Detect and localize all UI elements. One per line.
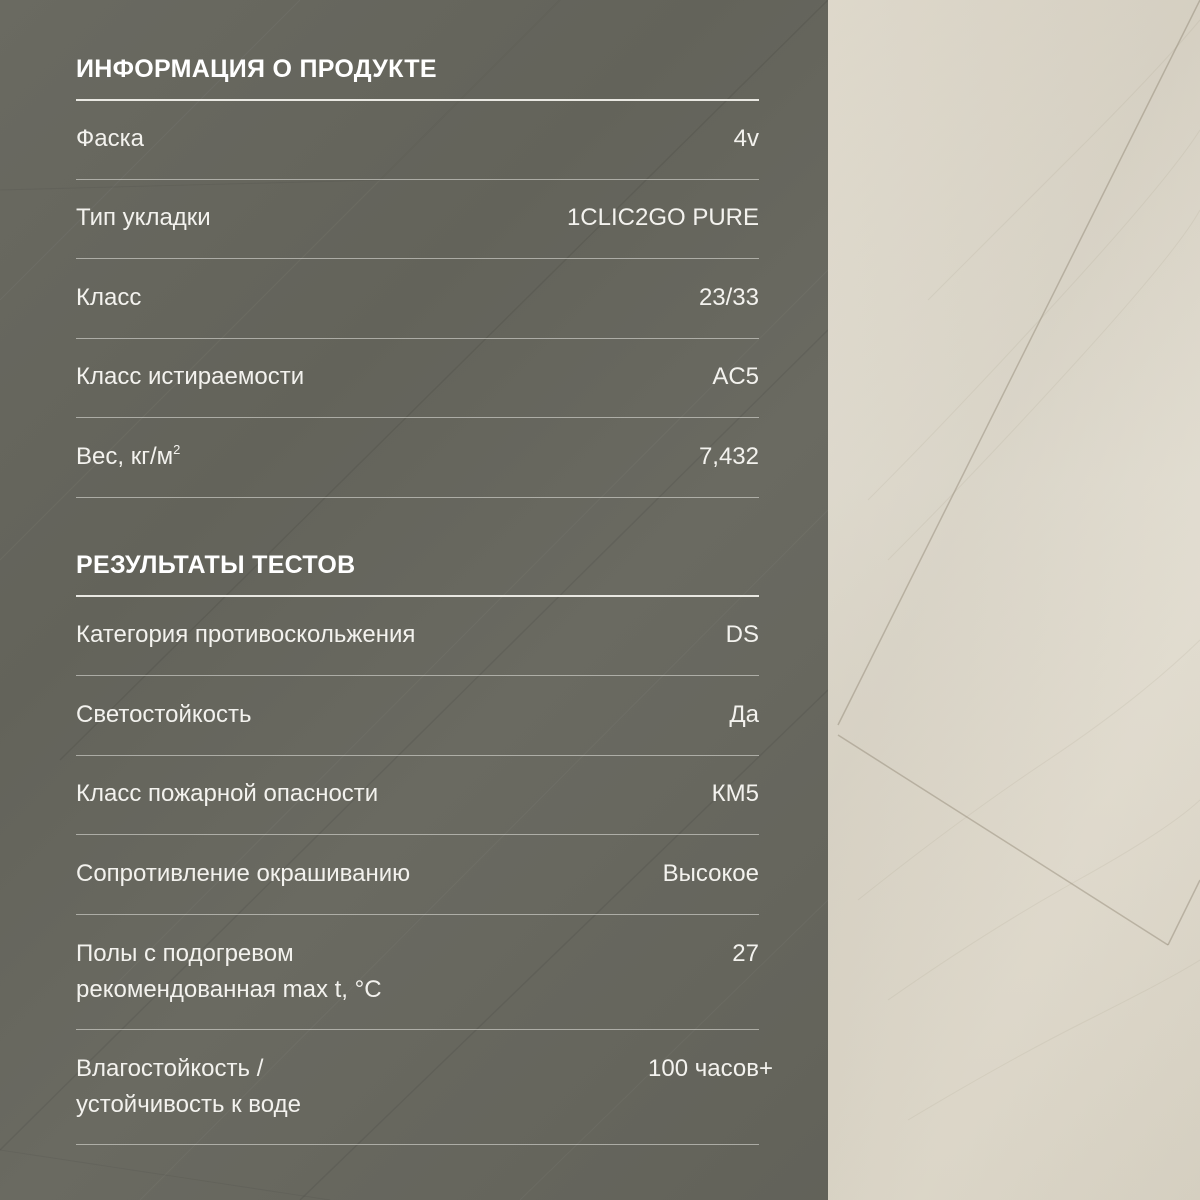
wood-floor-image [828, 0, 1200, 1200]
row-water-resistance [76, 1030, 773, 1145]
row-value: 23/33 [698, 284, 759, 311]
row-label: Светостойкость [76, 701, 252, 728]
row-label: Категория противоскольжения [76, 621, 416, 648]
wood-plank-seams [828, 0, 1200, 1200]
row-stain-resistance [76, 835, 759, 915]
row-label: Полы с подогревом рекомендованная max t, °C [76, 940, 382, 1003]
row-value: 27 [732, 940, 759, 967]
row-label: Сопротивление окрашиванию [76, 860, 411, 887]
row-label [76, 439, 180, 475]
row-abrasion-class [76, 339, 759, 418]
row-value: 4v [733, 125, 759, 152]
weight-label-superscript: 2 [173, 442, 181, 457]
row-class [76, 259, 759, 339]
row-chamfer [76, 101, 759, 180]
product-info-title: ИНФОРМАЦИЯ О ПРОДУКТЕ [76, 55, 437, 83]
row-label: Класс [76, 284, 142, 311]
row-label: Тип укладки [76, 204, 211, 231]
row-value: 1CLIC2GO PURE [566, 204, 759, 231]
test-results-title: РЕЗУЛЬТАТЫ ТЕСТОВ [76, 551, 356, 579]
row-value: AC5 [712, 363, 759, 390]
row-fire-hazard-class [76, 756, 759, 835]
row-value: 100 часов+ [648, 1055, 773, 1082]
row-weight [76, 418, 759, 498]
row-underfloor-heating [76, 915, 759, 1030]
row-slip-resistance [76, 597, 759, 676]
row-label: Фаска [76, 125, 144, 152]
row-lightfastness [76, 676, 759, 756]
row-label: Влагостойкость / устойчивость к воде [76, 1055, 301, 1118]
row-value: Да [729, 701, 759, 728]
row-value: DS [725, 621, 759, 648]
row-label: Класс истираемости [76, 363, 305, 390]
row-value: Высокое [662, 860, 759, 887]
weight-label-text: Вес, кг/м [76, 443, 174, 470]
row-installation-type [76, 180, 759, 259]
row-value: 7,432 [698, 443, 759, 470]
row-label: Класс пожарной опасности [76, 780, 379, 807]
row-value: КМ5 [711, 780, 759, 807]
